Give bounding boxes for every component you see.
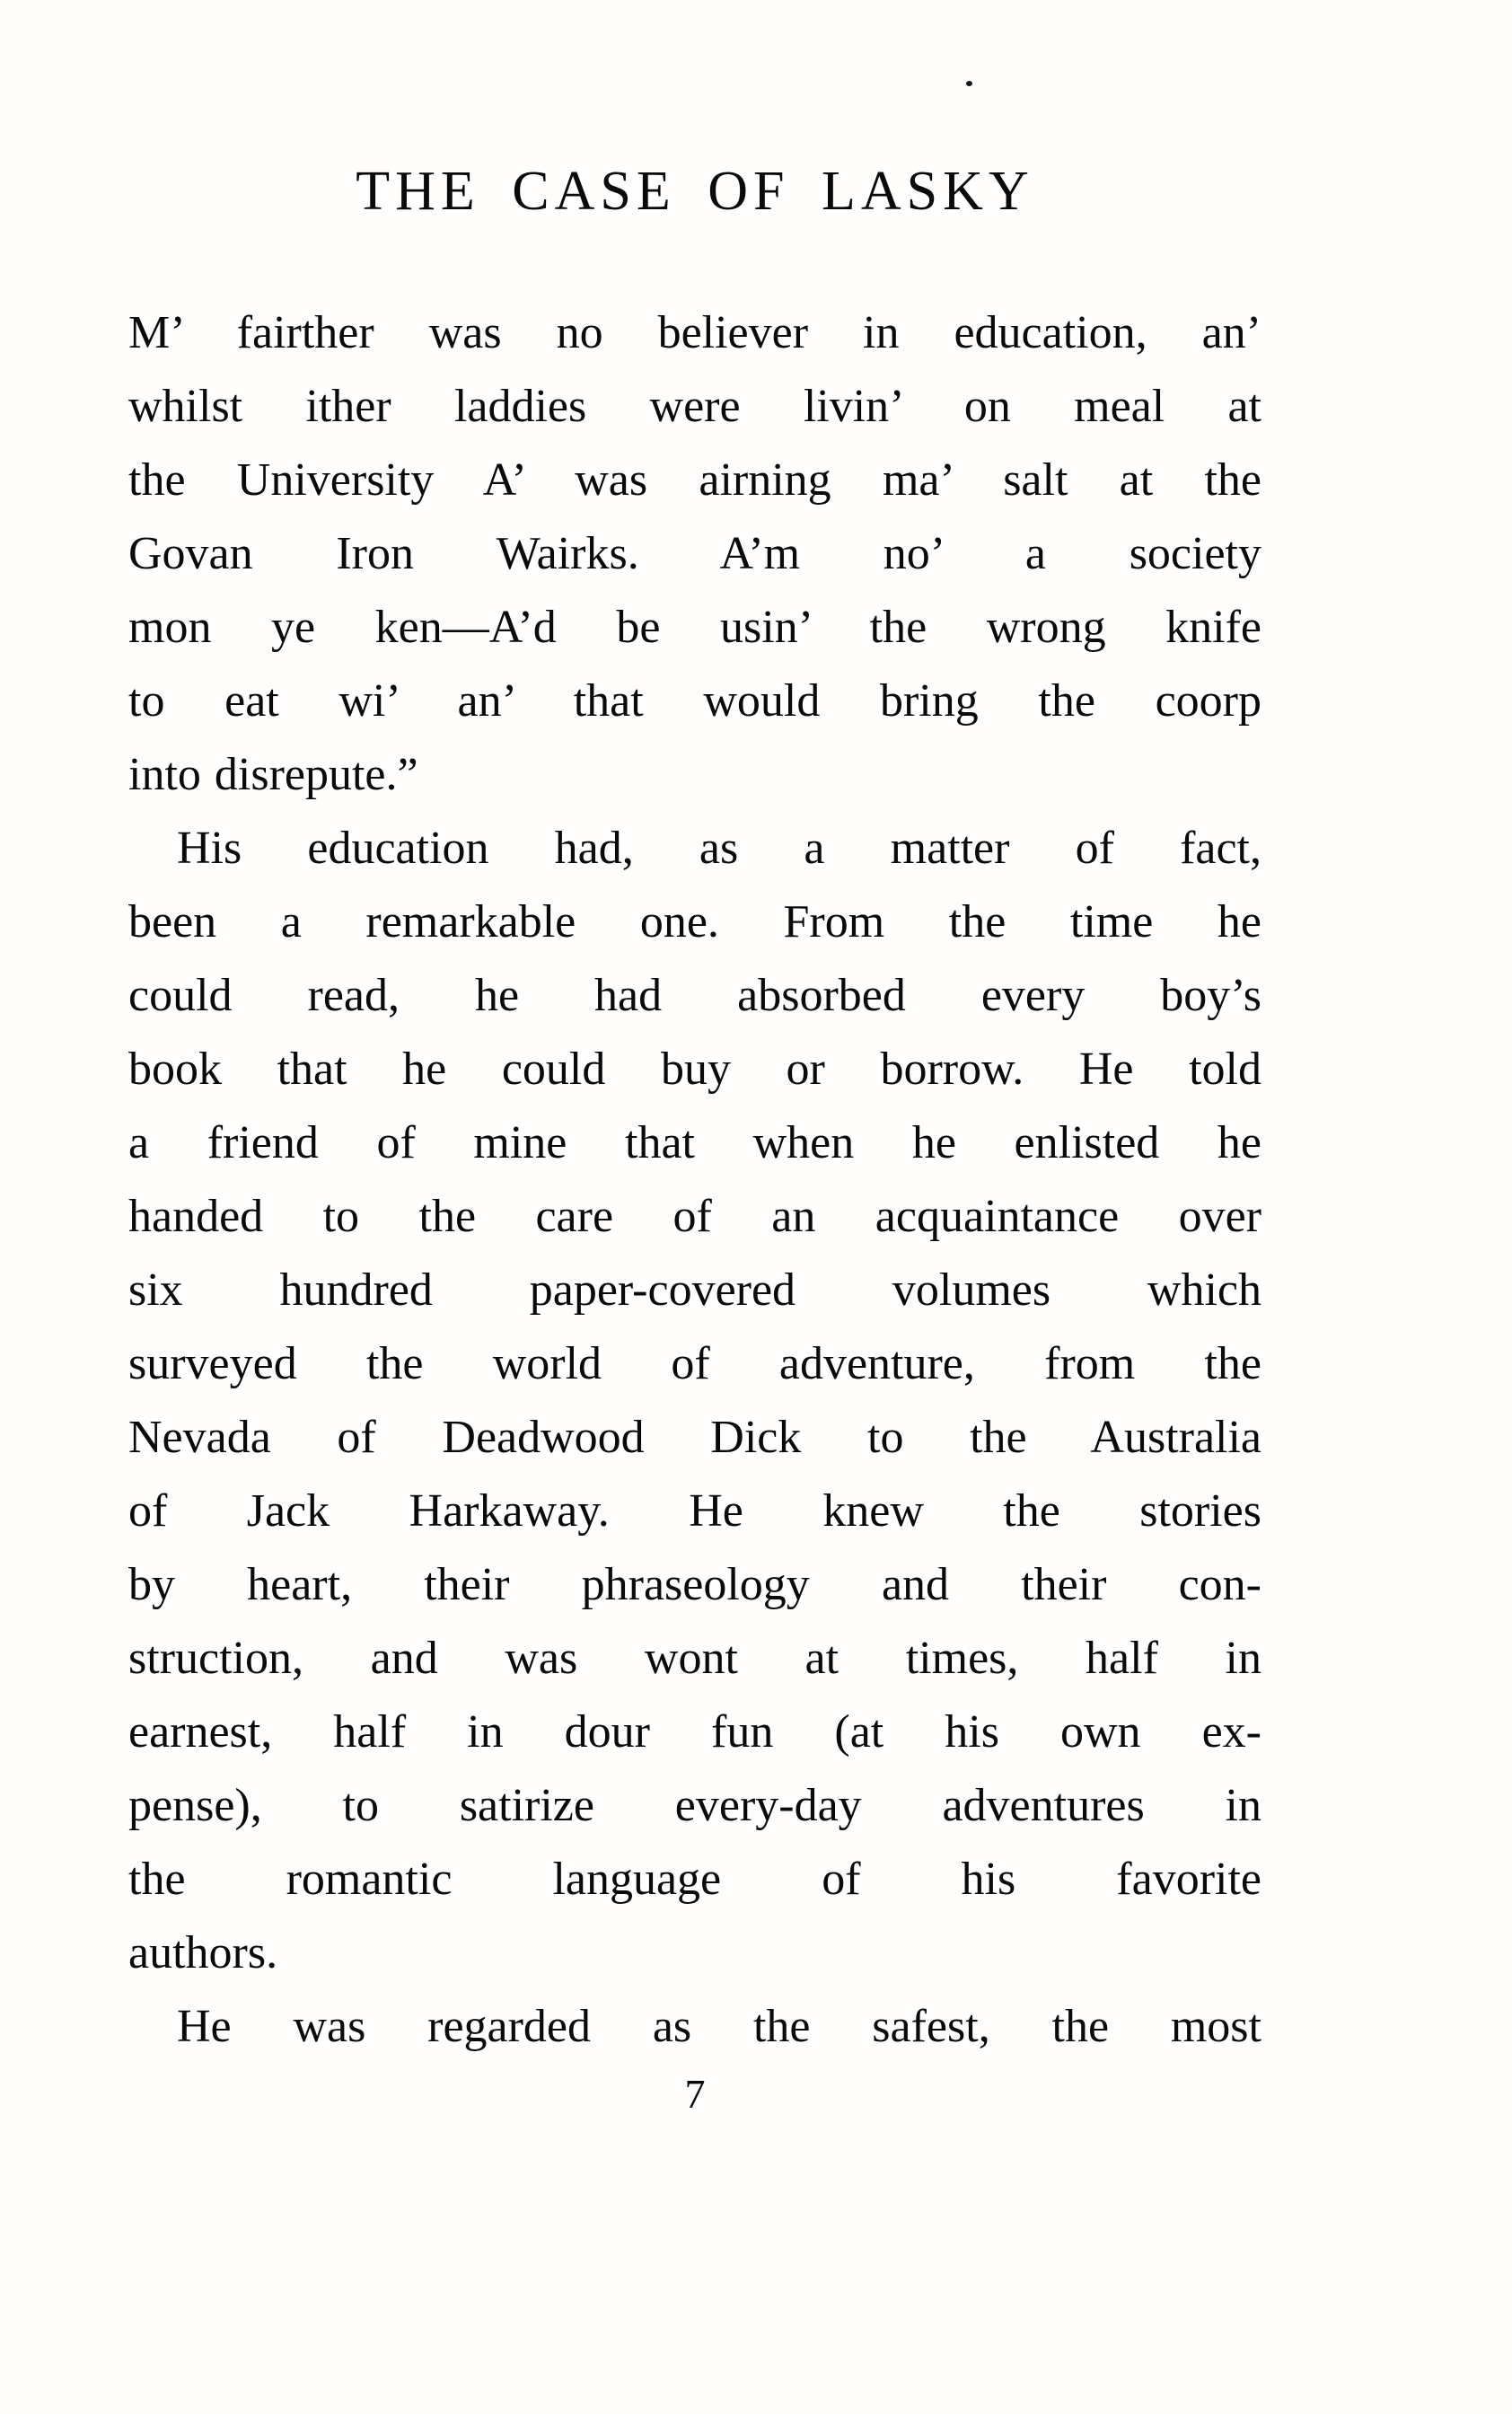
text-line: His education had, as a matter of fact, [177,823,1261,874]
text-line: authors. [128,1927,278,1978]
text-line: six hundred paper-covered volumes which [128,1264,1261,1316]
text-line: by heart, their phraseology and their con- [128,1559,1261,1610]
text-line: could read, he had absorbed every boy’s [128,970,1261,1021]
text-line: surveyed the world of adventure, from the [128,1338,1261,1389]
text-line: He was regarded as the safest, the most [177,2001,1261,2052]
text-line: mon ye ken—A’d be usin’ the wrong knife [128,602,1261,653]
text-line: whilst ither laddies were livin’ on meal at [128,381,1261,432]
ink-speck-artifact [966,81,972,86]
text-line: of Jack Harkaway. He knew the stories [128,1485,1261,1537]
page-number: 7 [684,2071,706,2117]
text-line: been a remarkable one. From the time he [128,896,1261,947]
text-line: M’ fairther was no believer in education, an’ [128,307,1261,358]
text-line: book that he could buy or borrow. He told [128,1044,1261,1095]
text-line: a friend of mine that when he enlisted he [128,1117,1261,1168]
text-line: Nevada of Deadwood Dick to the Australia [128,1412,1261,1463]
text-line: the University A’ was airning ma’ salt at the [128,454,1261,506]
body-text [128,296,1261,2064]
text-line: to eat wi’ an’ that would bring the coorp [128,675,1261,727]
text-line: Govan Iron Wairks. A’m no’ a society [128,528,1261,579]
text-line: struction, and was wont at times, half in [128,1633,1261,1684]
chapter-title: THE CASE OF LASKY [356,161,1034,222]
text-line: earnest, half in dour fun (at his own ex- [128,1706,1261,1758]
text-line: the romantic language of his favorite [128,1854,1261,1905]
text-line: into disrepute.” [128,749,418,800]
text-line: handed to the care of an acquaintance over [128,1191,1261,1242]
text-line: pense), to satirize every-day adventures in [128,1780,1261,1831]
